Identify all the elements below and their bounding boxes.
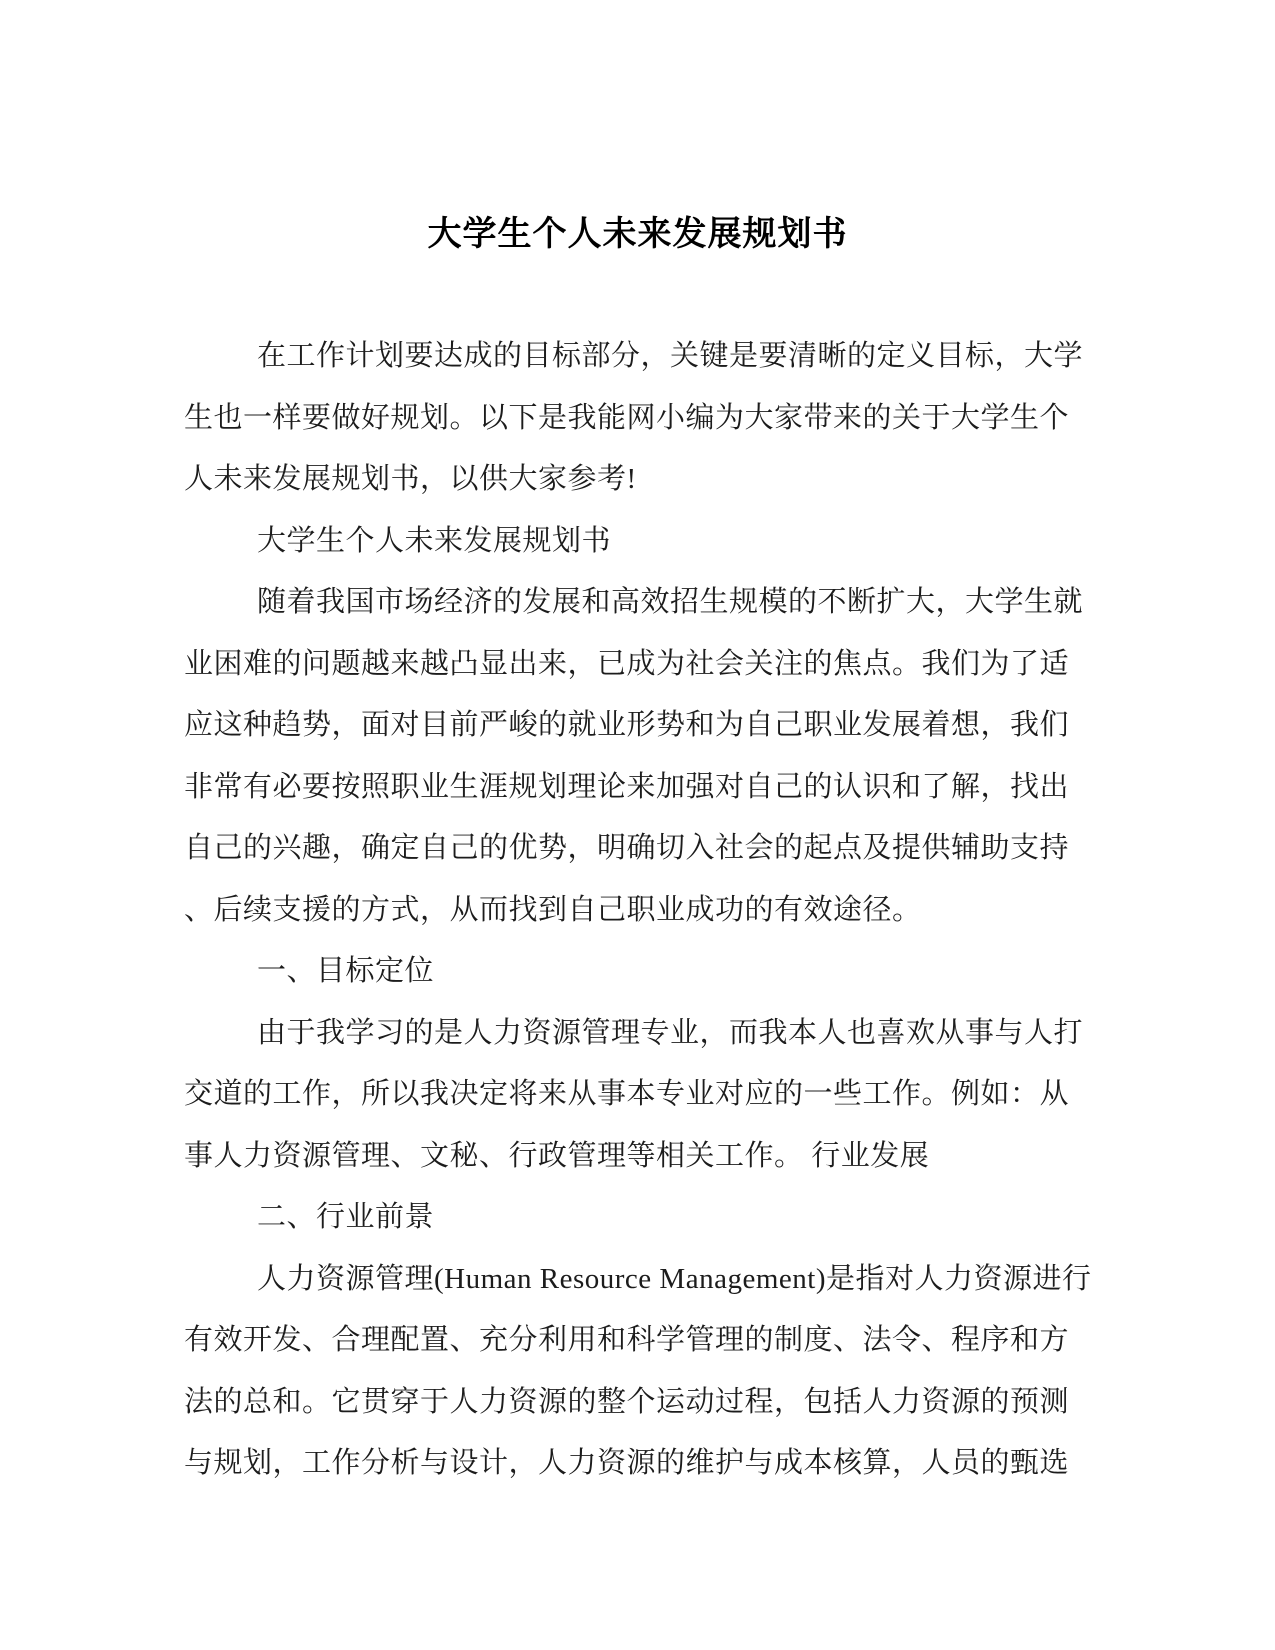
text-line: 、后续支援的方式，从而找到自己职业成功的有效途径。 <box>184 893 922 926</box>
text-line: 在工作计划要达成的目标部分，关键是要清晰的定义目标，大学 <box>257 340 1084 372</box>
section-heading-2: 二、行业前景 <box>257 1201 435 1233</box>
text-line: 人未来发展规划书，以供大家参考! <box>184 463 637 495</box>
text-line: 应这种趋势，面对目前严峻的就业形势和为自己职业发展着想，我们 <box>184 709 1070 741</box>
text-line: 与规划，工作分析与设计，人力资源的维护与成本核算，人员的甄选 <box>184 1447 1070 1479</box>
text-line: 自己的兴趣，确定自己的优势，明确切入社会的起点及提供辅助支持 <box>184 832 1070 864</box>
section-heading-1: 一、目标定位 <box>257 955 435 987</box>
text-line: 法的总和。它贯穿于人力资源的整个运动过程，包括人力资源的预测 <box>184 1385 1070 1418</box>
text-line: 由于我学习的是人力资源管理专业，而我本人也喜欢从事与人打 <box>257 1016 1084 1049</box>
text-line: 非常有必要按照职业生涯规划理论来加强对自己的认识和了解，找出 <box>184 770 1070 803</box>
text-line: 有效开发、合理配置、充分利用和科学管理的制度、法令、程序和方 <box>184 1324 1070 1356</box>
text-line-subtitle: 大学生个人未来发展规划书 <box>257 524 612 557</box>
text-line: 事人力资源管理、文秘、行政管理等相关工作。 行业发展 <box>184 1139 930 1172</box>
text-line: 生也一样要做好规划。以下是我能网小编为大家带来的关于大学生个 <box>184 401 1070 434</box>
text-line: 业困难的问题越来越凸显出来，已成为社会关注的焦点。我们为了适 <box>184 647 1070 680</box>
document-body <box>184 326 1092 1495</box>
document-title: 大学生个人未来发展规划书 <box>427 215 848 253</box>
text-line: 人力资源管理(Human Resource Management)是指对人力资源进行 <box>257 1262 1092 1295</box>
text-line: 随着我国市场经济的发展和高效招生规模的不断扩大，大学生就 <box>257 586 1084 618</box>
text-line: 交道的工作，所以我决定将来从事本专业对应的一些工作。例如：从 <box>184 1078 1070 1110</box>
